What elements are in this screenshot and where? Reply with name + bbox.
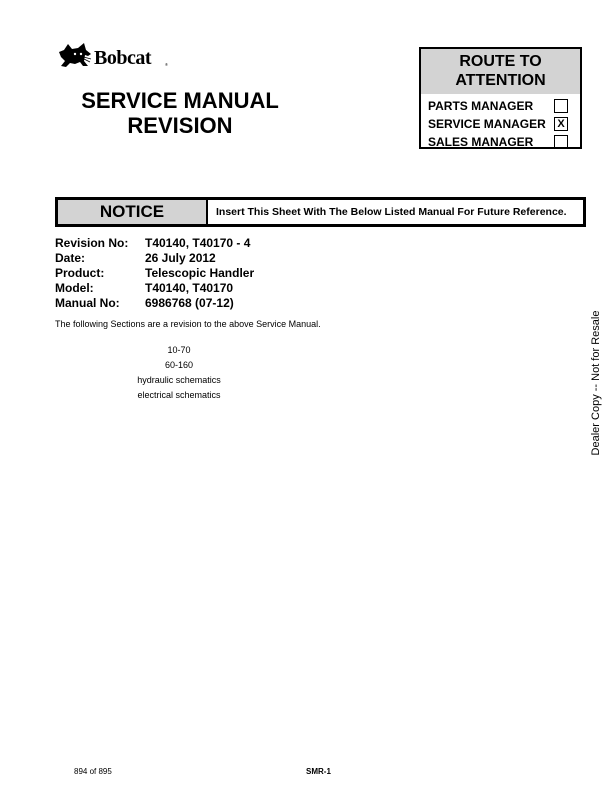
- route-row-service-manager: [421, 115, 580, 133]
- route-label: SERVICE MANAGER: [428, 117, 546, 131]
- page-title: [60, 88, 300, 138]
- page-count: 894 of 895: [74, 767, 112, 776]
- title-line-2: REVISION: [127, 113, 233, 138]
- title-line-1: SERVICE MANUAL: [81, 88, 279, 113]
- info-label: Manual No:: [55, 296, 120, 310]
- notice-label: NOTICE: [58, 200, 208, 224]
- route-checkbox: [554, 135, 568, 149]
- info-value: T40140, T40170: [145, 281, 234, 295]
- route-checkbox: [554, 99, 568, 113]
- intro-text: The following Sections are a revision to the above Service Manual.: [55, 319, 321, 329]
- route-label: SALES MANAGER: [428, 135, 534, 149]
- route-checkbox: X: [554, 117, 568, 131]
- info-label: Product:: [55, 266, 105, 280]
- info-value: T40140, T40170 - 4: [145, 236, 251, 250]
- route-title-line-1: ROUTE TO: [459, 53, 542, 70]
- notice-bar: [55, 197, 586, 227]
- dealer-copy-watermark: Dealer Copy -- Not for Resale: [590, 310, 602, 456]
- page-id: SMR-1: [306, 767, 331, 776]
- list-item: 60-160: [164, 360, 194, 370]
- info-value: 6986768 (07-12): [145, 296, 234, 310]
- info-label: Model:: [55, 281, 94, 295]
- list-item: electrical schematics: [137, 390, 221, 400]
- revised-sections-list: [119, 343, 239, 403]
- list-item: 10-70: [167, 345, 191, 355]
- route-title-line-2: ATTENTION: [455, 72, 546, 89]
- info-value: Telescopic Handler: [145, 266, 255, 280]
- route-to-attention-box: [419, 47, 582, 149]
- route-label: PARTS MANAGER: [428, 99, 534, 113]
- info-label: Date:: [55, 251, 86, 265]
- logo-trademark: ®: [165, 62, 168, 67]
- notice-text: Insert This Sheet With The Below Listed Manual For Future Reference.: [216, 206, 567, 218]
- route-row-parts-manager: [421, 97, 580, 115]
- list-item: hydraulic schematics: [137, 375, 221, 385]
- logo-text: Bobcat: [94, 47, 151, 69]
- route-row-sales-manager: [421, 133, 580, 151]
- info-label: Revision No:: [55, 236, 129, 250]
- info-value: 26 July 2012: [145, 251, 216, 265]
- route-header: [421, 49, 580, 94]
